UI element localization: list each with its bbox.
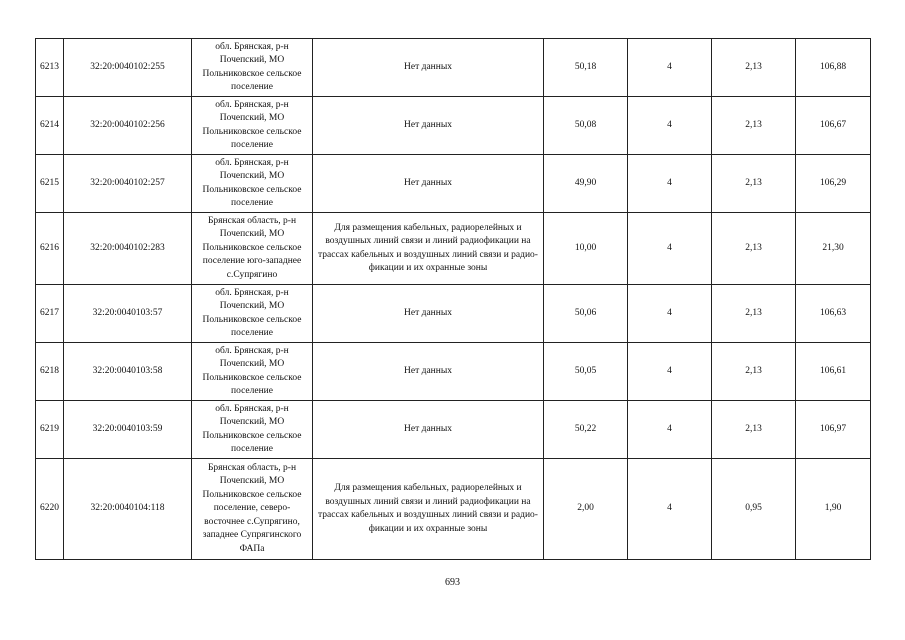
column-7-cell: 106,67: [796, 97, 871, 155]
column-5-cell: 4: [628, 343, 712, 401]
area-cell: 10,00: [544, 213, 628, 285]
column-7-cell: 106,63: [796, 285, 871, 343]
column-7-cell: 106,61: [796, 343, 871, 401]
column-6-cell: 0,95: [712, 459, 796, 560]
column-6-cell: 2,13: [712, 39, 796, 97]
column-5-cell: 4: [628, 285, 712, 343]
table-body: [36, 39, 871, 560]
table-row: [36, 97, 871, 155]
column-5-cell: 4: [628, 97, 712, 155]
column-6-cell: 2,13: [712, 213, 796, 285]
land-plots-table: [35, 38, 871, 560]
column-6-cell: 2,13: [712, 97, 796, 155]
area-cell: 2,00: [544, 459, 628, 560]
column-6-cell: 2,13: [712, 285, 796, 343]
location-cell: Брянская область, р-н Почепский, МО Польниковское сельское поселение, северо-восточнее с.Супрягино, западнее Супрягинского ФАПа: [192, 459, 313, 560]
column-5-cell: 4: [628, 39, 712, 97]
column-5-cell: 4: [628, 155, 712, 213]
cadastral-number: 32:20:0040104:118: [64, 459, 192, 560]
cadastral-number: 32:20:0040103:59: [64, 401, 192, 459]
row-number: 6218: [36, 343, 64, 401]
page-number: 693: [445, 577, 460, 588]
column-7-cell: 1,90: [796, 459, 871, 560]
area-cell: 49,90: [544, 155, 628, 213]
location-cell: обл. Брянская, р-н Почепский, МО Польниковское сельское поселение: [192, 155, 313, 213]
table-row: [36, 285, 871, 343]
permitted-use-cell: Нет данных: [313, 285, 544, 343]
column-6-cell: 2,13: [712, 343, 796, 401]
area-cell: 50,18: [544, 39, 628, 97]
row-number: 6216: [36, 213, 64, 285]
area-cell: 50,22: [544, 401, 628, 459]
column-7-cell: 106,88: [796, 39, 871, 97]
cadastral-number: 32:20:0040102:255: [64, 39, 192, 97]
permitted-use-cell: Нет данных: [313, 97, 544, 155]
column-5-cell: 4: [628, 401, 712, 459]
row-number: 6217: [36, 285, 64, 343]
row-number: 6219: [36, 401, 64, 459]
location-cell: обл. Брянская, р-н Почепский, МО Польниковское сельское поселение: [192, 39, 313, 97]
column-7-cell: 21,30: [796, 213, 871, 285]
location-cell: Брянская область, р-н Почепский, МО Польниковское сельское поселение юго-западнее с.Супрягино: [192, 213, 313, 285]
permitted-use-cell: Для размещения кабельных, радиорелейных и воздушных линий связи и линий радиофикации на трассах кабельных и воздушных линий связи и радио-фикации и их охранные зоны: [313, 213, 544, 285]
table-row: [36, 459, 871, 560]
cadastral-number: 32:20:0040103:58: [64, 343, 192, 401]
permitted-use-cell: Нет данных: [313, 401, 544, 459]
cadastral-number: 32:20:0040103:57: [64, 285, 192, 343]
column-7-cell: 106,97: [796, 401, 871, 459]
area-cell: 50,05: [544, 343, 628, 401]
permitted-use-cell: Нет данных: [313, 155, 544, 213]
location-cell: обл. Брянская, р-н Почепский, МО Польниковское сельское поселение: [192, 343, 313, 401]
area-cell: 50,06: [544, 285, 628, 343]
cadastral-number: 32:20:0040102:256: [64, 97, 192, 155]
permitted-use-cell: Нет данных: [313, 343, 544, 401]
location-cell: обл. Брянская, р-н Почепский, МО Польниковское сельское поселение: [192, 97, 313, 155]
column-5-cell: 4: [628, 459, 712, 560]
location-cell: обл. Брянская, р-н Почепский, МО Польниковское сельское поселение: [192, 401, 313, 459]
table-row: [36, 401, 871, 459]
column-6-cell: 2,13: [712, 155, 796, 213]
table-row: [36, 343, 871, 401]
area-cell: 50,08: [544, 97, 628, 155]
cadastral-number: 32:20:0040102:283: [64, 213, 192, 285]
permitted-use-cell: Для размещения кабельных, радиорелейных и воздушных линий связи и линий радиофикации на трассах кабельных и воздушных линий связи и радио-фикации и их охранные зоны: [313, 459, 544, 560]
table-row: [36, 39, 871, 97]
table-row: [36, 213, 871, 285]
row-number: 6214: [36, 97, 64, 155]
permitted-use-cell: Нет данных: [313, 39, 544, 97]
row-number: 6213: [36, 39, 64, 97]
table-row: [36, 155, 871, 213]
cadastral-number: 32:20:0040102:257: [64, 155, 192, 213]
column-7-cell: 106,29: [796, 155, 871, 213]
row-number: 6215: [36, 155, 64, 213]
column-6-cell: 2,13: [712, 401, 796, 459]
location-cell: обл. Брянская, р-н Почепский, МО Польниковское сельское поселение: [192, 285, 313, 343]
row-number: 6220: [36, 459, 64, 560]
column-5-cell: 4: [628, 213, 712, 285]
